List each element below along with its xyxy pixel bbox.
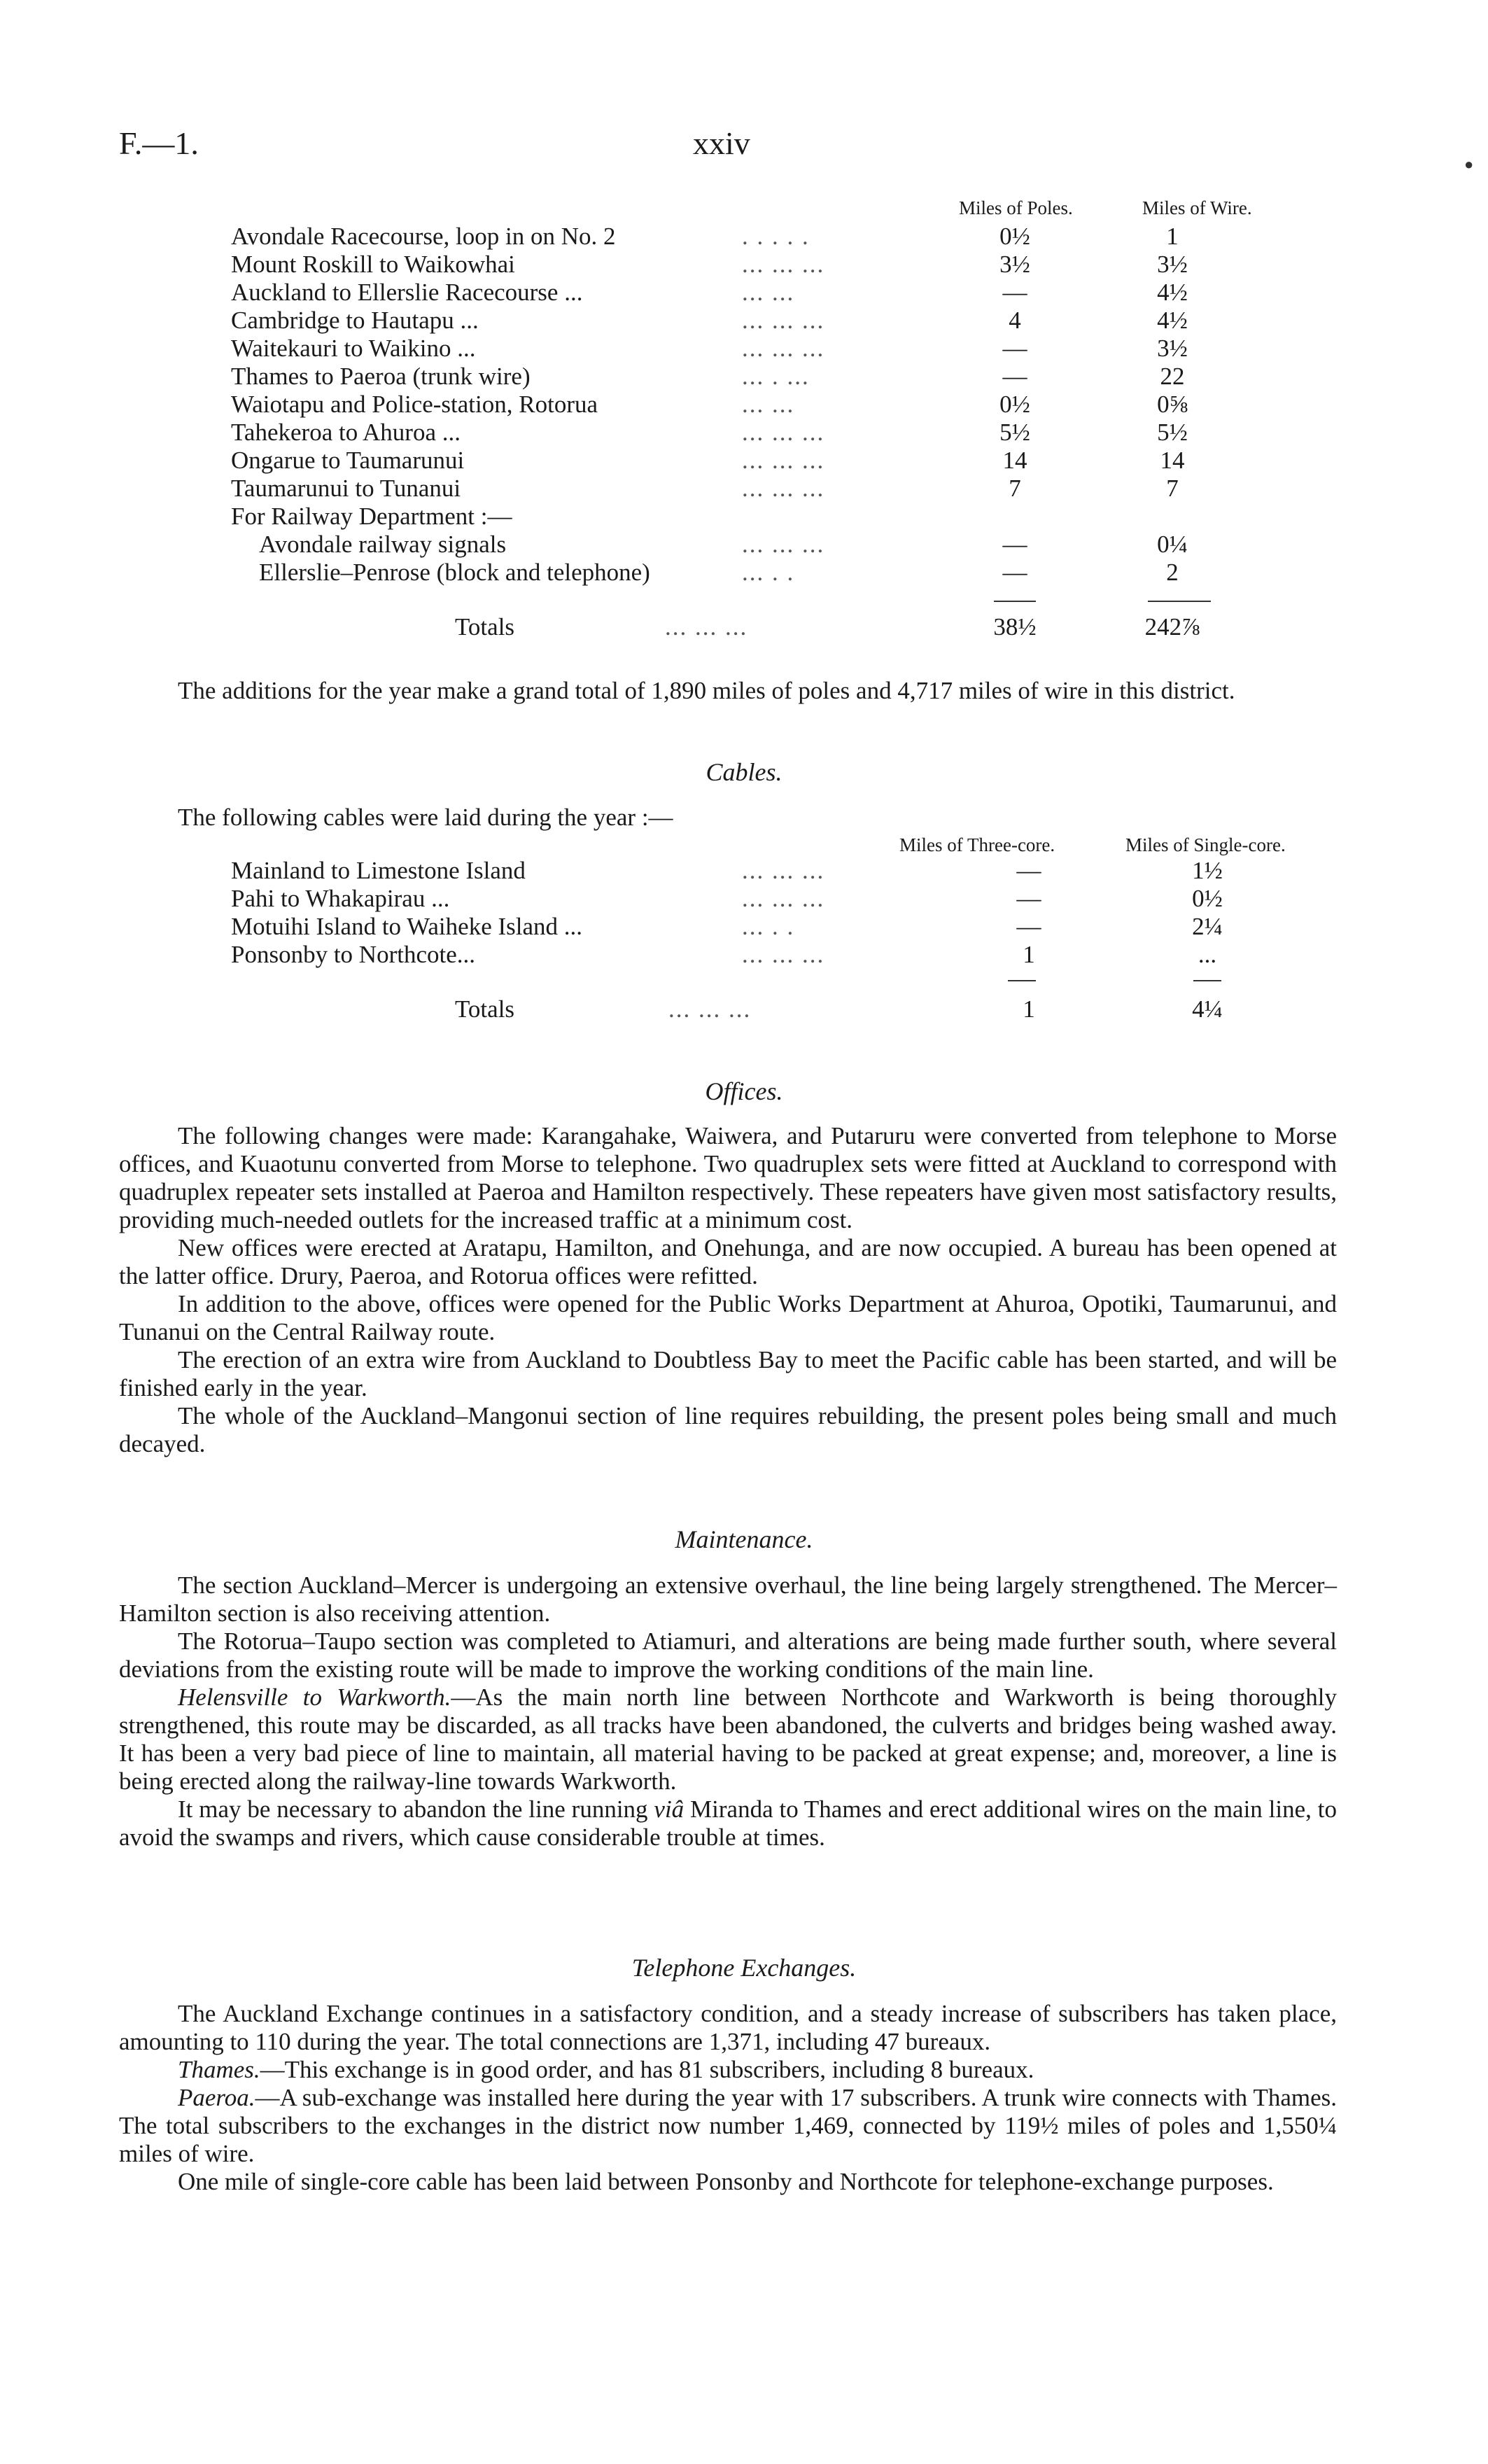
lines-row-poles: 7: [1009, 475, 1021, 502]
exchanges-paragraph-2: [119, 2056, 1337, 2084]
lines-row-poles: —: [1002, 559, 1027, 586]
lines-row-label: Waitekauri to Waikino ...: [231, 335, 476, 362]
cables-heading: Cables.: [706, 758, 782, 786]
thames-title: Thames.: [178, 2056, 260, 2083]
lines-row-wire: 2: [1166, 559, 1179, 586]
maintenance-p4-end: Miranda to Thames and erect additional wires on the main line, to avoid the swamps and rivers, which cause considerable trouble at times.: [119, 1795, 1337, 1851]
maintenance-p4-start: It may be necessary to abandon the line running: [178, 1795, 654, 1823]
cable-row-single-core: 2¼: [1192, 913, 1223, 940]
cable-totals-dots: ... ... ...: [668, 995, 752, 1023]
lines-row-poles: —: [1002, 363, 1027, 390]
cable-row-single-core: 1½: [1192, 857, 1223, 884]
lines-row-poles: —: [1002, 531, 1027, 558]
lines-row-poles: —: [1002, 335, 1027, 362]
lines-row-wire: 1: [1166, 223, 1179, 250]
lines-row-dots: ... ... ...: [742, 307, 825, 334]
lines-row-wire: 5½: [1157, 419, 1188, 446]
lines-row-dots: ... ... ...: [742, 531, 825, 558]
cable-totals-single: 4¼: [1192, 995, 1223, 1023]
cable-totals-rule-single: [1193, 980, 1221, 981]
lines-row-wire: 22: [1160, 363, 1185, 390]
cable-row-dots: ... ... ...: [742, 885, 825, 912]
lines-row-label: Cambridge to Hautapu ...: [231, 307, 479, 334]
col-header-single-core: Miles of Single-core.: [1125, 834, 1286, 855]
summary-text: The additions for the year make a grand total of 1,890 miles of poles and 4,717 miles of wire in this district.: [178, 677, 1235, 704]
exchanges-paragraph-1: The Auckland Exchange continues in a satisfactory condition, and a steady increase of subscribers has taken place, amounting to 110 during the year. The total connections are 1,371, including 47 bureaux.: [119, 2000, 1337, 2055]
maintenance-paragraph-1: The section Auckland–Mercer is undergoing an extensive overhaul, the line being largely strengthened. The Mercer–Hamilton section is also receiving attention.: [119, 1572, 1337, 1627]
cable-row-dots: ... ... ...: [742, 941, 825, 968]
lines-row-label: Thames to Paeroa (trunk wire): [231, 363, 531, 390]
paeroa-title: Paeroa.: [178, 2084, 255, 2111]
cable-row-label: Ponsonby to Northcote...: [231, 941, 476, 968]
cable-row-three-core: —: [1016, 885, 1041, 912]
maintenance-section: [119, 1572, 1337, 1851]
col-header-wire: Miles of Wire.: [1142, 197, 1252, 218]
helensville-warkworth-title: Helensville to Warkworth.: [178, 1684, 451, 1711]
cable-row-dots: ... . .: [742, 913, 795, 940]
summary-paragraph: [119, 677, 1337, 705]
lines-row-dots: ... ...: [742, 279, 795, 306]
helensville-warkworth-text: —As the main north line between Northcote and Warkworth is being thoroughly strengthened, this route may be discarded, as all tracks have been abandoned, the culverts and bridges being washed away. It has been a very bad piece of line to maintain, all material having to be packed at great expense; and, moreover, a line is being erected along the railway-line towards Warkworth.: [119, 1684, 1337, 1795]
cable-row-label: Mainland to Limestone Island: [231, 857, 526, 884]
totals-rule-poles: [994, 601, 1036, 602]
cable-totals-label: Totals: [455, 995, 515, 1023]
lines-row-dots: ... ... ...: [742, 447, 825, 474]
offices-paragraph-3: In addition to the above, offices were opened for the Public Works Department at Ahuroa, Opotiki, Taumarunui, and Tunanui on the Central Railway route.: [119, 1290, 1337, 1345]
lines-row-label: Tahekeroa to Ahuroa ...: [231, 419, 461, 446]
paeroa-text: —A sub-exchange was installed here during the year with 17 subscribers. A trunk wire connects with Thames. The total subscribers to the exchanges in the district now number 1,469, connected by 119½ miles of poles and 1,550¼ miles of wire.: [119, 2084, 1337, 2167]
cable-row-three-core: 1: [1023, 941, 1035, 968]
maintenance-paragraph-4: [119, 1795, 1337, 1851]
exchanges-paragraph-4: One mile of single-core cable has been laid between Ponsonby and Northcote for telephone-exchange purposes.: [178, 2168, 1274, 2195]
offices-heading: Offices.: [705, 1077, 783, 1105]
lines-row-dots: ... ... ...: [742, 251, 825, 278]
cable-row-single-core: ...: [1198, 941, 1217, 968]
lines-row-label: Avondale Racecourse, loop in on No. 2: [231, 223, 616, 250]
lines-row-dots: ... ...: [742, 391, 795, 418]
offices-paragraph-4: The erection of an extra wire from Auckland to Doubtless Bay to meet the Pacific cable has been started, and will be finished early in the year.: [119, 1346, 1337, 1401]
offices-section: [119, 1122, 1337, 1458]
cable-row-three-core: —: [1016, 857, 1041, 884]
maintenance-heading: Maintenance.: [675, 1525, 813, 1553]
lines-row-label: Ongarue to Taumarunui: [231, 447, 465, 474]
maintenance-paragraph-3: [119, 1684, 1337, 1795]
margin-mark: ●: [1464, 155, 1474, 173]
lines-row-wire: 7: [1166, 475, 1179, 502]
lines-row-poles: 14: [1002, 447, 1027, 474]
lines-row-label: Avondale railway signals: [259, 531, 507, 558]
lines-row-dots: ... . ...: [742, 363, 810, 390]
cable-row-single-core: 0½: [1192, 885, 1223, 912]
lines-row-dots: ... ... ...: [742, 419, 825, 446]
offices-paragraph-5: The whole of the Auckland–Mangonui section of line requires rebuilding, the present poles being small and much decayed.: [119, 1402, 1337, 1457]
exchanges-heading: Telephone Exchanges.: [631, 1954, 857, 1982]
lines-row-label: For Railway Department :—: [231, 503, 512, 530]
lines-row-dots: . . . . .: [742, 223, 810, 250]
lines-row-dots: ... . .: [742, 559, 795, 586]
exchanges-paragraph-3: [119, 2084, 1337, 2168]
lines-row-wire: 3½: [1157, 335, 1188, 362]
cables-intro: The following cables were laid during the year :—: [178, 804, 673, 831]
lines-totals-wire: 242⅞: [1144, 613, 1200, 640]
cable-totals-three: 1: [1023, 995, 1035, 1023]
offices-paragraph-2: New offices were erected at Aratapu, Hamilton, and Onehunga, and are now occupied. A bureau has been opened at the latter office. Drury, Paeroa, and Rotorua offices were refitted.: [119, 1234, 1337, 1289]
cable-row-dots: ... ... ...: [742, 857, 825, 884]
lines-row-dots: ... ... ...: [742, 475, 825, 502]
maintenance-paragraph-2: The Rotorua–Taupo section was completed to Atiamuri, and alterations are being made further south, where several deviations from the existing route will be made to improve the working conditions of the main line.: [119, 1628, 1337, 1683]
lines-row-wire: 4½: [1157, 279, 1188, 306]
lines-row-wire: 14: [1160, 447, 1185, 474]
lines-row-label: Auckland to Ellerslie Racecourse ...: [231, 279, 583, 306]
lines-totals-label: Totals: [455, 613, 515, 640]
lines-row-wire: 4½: [1157, 307, 1188, 334]
lines-row-poles: 5½: [999, 419, 1030, 446]
cable-row-label: Pahi to Whakapirau ...: [231, 885, 450, 912]
lines-row-label: Mount Roskill to Waikowhai: [231, 251, 515, 278]
lines-row-poles: —: [1002, 279, 1027, 306]
lines-totals-poles: 38½: [993, 613, 1037, 640]
lines-row-poles: 0½: [999, 223, 1030, 250]
totals-rule-wire: [1148, 601, 1211, 602]
lines-row-wire: 0¼: [1157, 531, 1188, 558]
lines-row-wire: 3½: [1157, 251, 1188, 278]
lines-row-dots: ... ... ...: [742, 335, 825, 362]
exchanges-section: [119, 2000, 1337, 2196]
page-reference: F.—1.: [119, 125, 199, 161]
offices-paragraph-1: The following changes were made: Karangahake, Waiwera, and Putaruru were converted from telephone to Morse offices, and Kuaotunu converted from Morse to telephone. Two quadruplex sets were fitted at Auckland to correspond with quadruplex repeater sets installed at Paeroa and Hamilton respectively. These repeaters have given most satisfactory results, providing much-needed outlets for the increased traffic at a minimum cost.: [119, 1122, 1337, 1233]
lines-row-label: Waiotapu and Police-station, Rotorua: [231, 391, 598, 418]
col-header-three-core: Miles of Three-core.: [899, 834, 1055, 855]
lines-row-label: Taumarunui to Tunanui: [231, 475, 461, 502]
lines-row-label: Ellerslie–Penrose (block and telephone): [259, 559, 650, 586]
lines-row-poles: 4: [1009, 307, 1021, 334]
lines-row-poles: 0½: [999, 391, 1030, 418]
cable-row-three-core: —: [1016, 913, 1041, 940]
col-header-poles: Miles of Poles.: [959, 197, 1073, 218]
cable-totals-rule-three: [1008, 980, 1036, 981]
cable-row-label: Motuihi Island to Waiheke Island ...: [231, 913, 583, 940]
lines-totals-dots: ... ... ...: [665, 613, 748, 640]
maintenance-p4-via: viâ: [654, 1795, 685, 1823]
page-number: xxiv: [693, 125, 750, 161]
thames-text: —This exchange is in good order, and has 81 subscribers, including 8 bureaux.: [260, 2056, 1034, 2083]
lines-row-poles: 3½: [999, 251, 1030, 278]
lines-row-wire: 0⅝: [1157, 391, 1188, 418]
